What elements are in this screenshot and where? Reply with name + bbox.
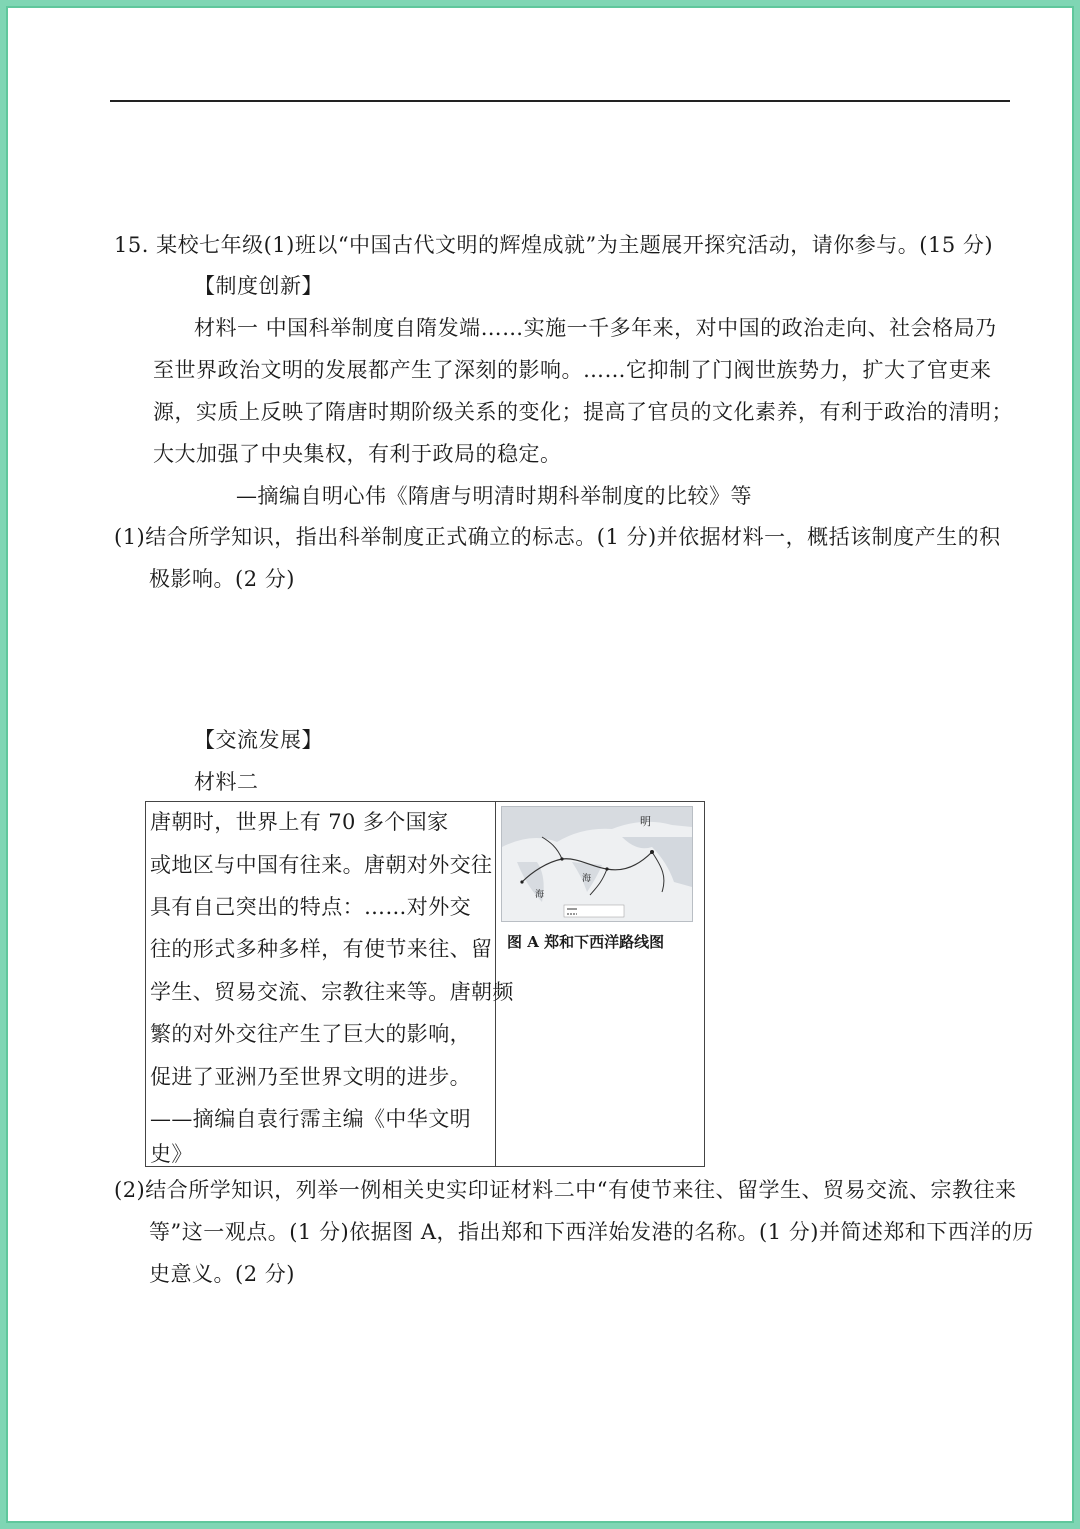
sub-question-2: 等”这一观点。(1 分)依据图 A，指出郑和下西洋始发港的名称。(1 分)并简述郑和下西洋的历 — [149, 1220, 1034, 1244]
map-caption: 图 A 郑和下西洋路线图 — [507, 933, 665, 951]
material-one-line: 源，实质上反映了隋唐时期阶级关系的变化；提高了官员的文化素养，有利于政治的清明； — [153, 400, 1013, 424]
material-one-source: —摘编自明心伟《隋唐与明清时期科举制度的比较》等 — [236, 484, 752, 508]
sub-question-1: 极影响。(2 分) — [149, 567, 295, 591]
map-label: 海 — [535, 890, 545, 900]
box-text-line: 具有自己突出的特点：……对外交 — [150, 895, 471, 919]
page — [6, 6, 1074, 1523]
sub-question-2: 史意义。(2 分) — [149, 1262, 295, 1286]
material-one-line: 大大加强了中央集权，有利于政局的稳定。 — [153, 442, 562, 466]
zheng-he-route-map — [501, 806, 693, 922]
map-label: 海 — [582, 874, 592, 884]
material-one-line: 材料一 中国科举制度自隋发端……实施一千多年来，对中国的政治走向、社会格局乃 — [194, 316, 997, 340]
material-one-line: 至世界政治文明的发展都产生了深刻的影响。……它抑制了门阀世族势力，扩大了官吏来 — [153, 358, 992, 382]
section-heading-system: 【制度创新】 — [194, 274, 323, 298]
section-heading-exchange: 【交流发展】 — [194, 728, 323, 752]
material-two-label: 材料二 — [194, 770, 259, 794]
header-rule — [110, 100, 1010, 102]
box-text-line: 促进了亚洲乃至世界文明的进步。 — [150, 1065, 471, 1089]
box-text-line: 唐朝时，世界上有 70 多个国家 — [150, 810, 449, 834]
question-stem: 15. 某校七年级(1)班以“中国古代文明的辉煌成就”为主题展开探究活动，请你参与。(15 分) — [114, 233, 994, 257]
box-text-line: 史》 — [150, 1142, 193, 1166]
box-text-line: 往的形式多种多样，有使节来往、留 — [150, 937, 493, 961]
map-graphic — [502, 807, 692, 921]
box-text-line: 学生、贸易交流、宗教往来等。唐朝频 — [150, 980, 514, 1004]
material-two-box — [145, 801, 705, 1167]
box-text-line: ——摘编自袁行霈主编《中华文明 — [150, 1107, 471, 1131]
box-text-line: 繁的对外交往产生了巨大的影响， — [150, 1022, 471, 1046]
sub-question-1: (1)结合所学知识，指出科举制度正式确立的标志。(1 分)并依据材料一，概括该制度产生的积 — [114, 525, 1001, 549]
sub-question-2: (2)结合所学知识，列举一例相关史实印证材料二中“有使节来往、留学生、贸易交流、宗教往来 — [114, 1178, 1017, 1202]
map-label: 明 — [640, 815, 651, 828]
box-text-line: 或地区与中国有往来。唐朝对外交往 — [150, 853, 493, 877]
